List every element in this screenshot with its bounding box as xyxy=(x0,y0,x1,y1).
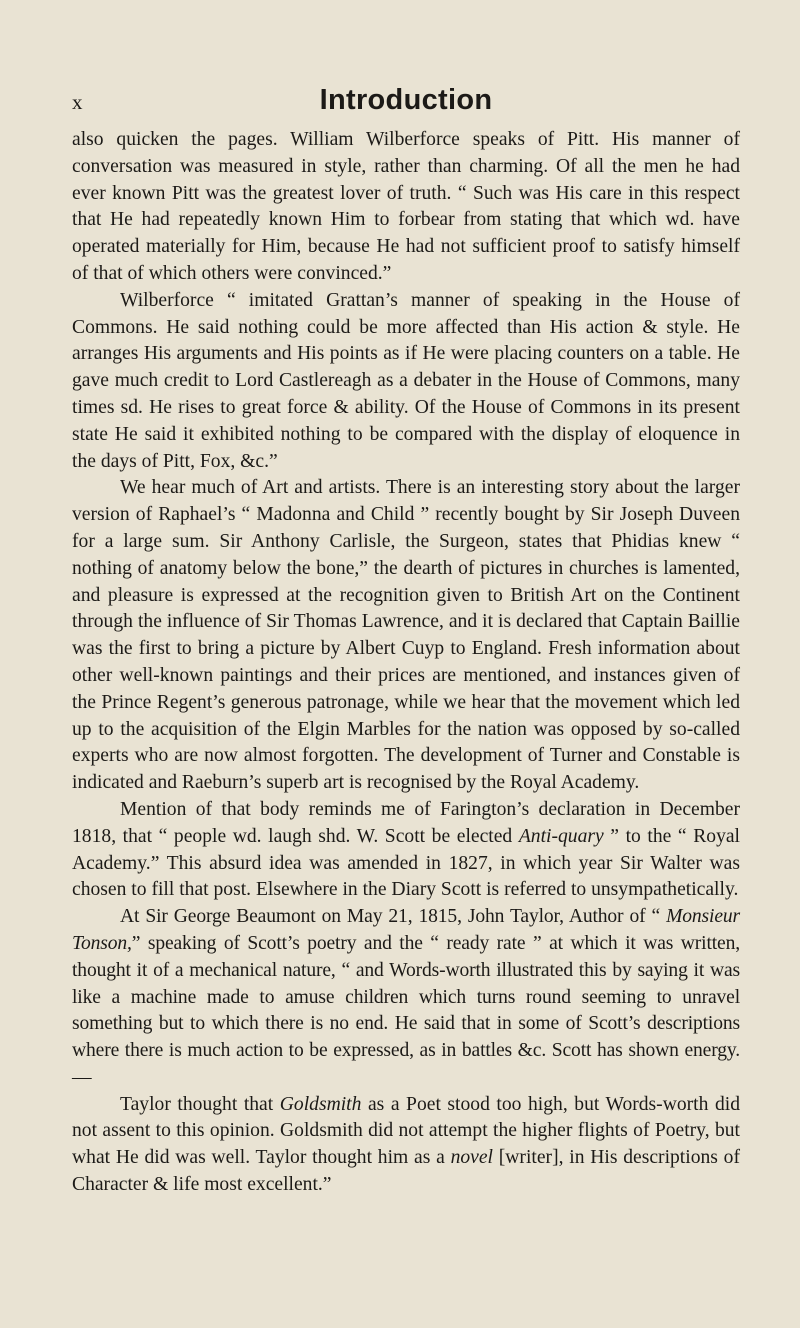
text-segment: At Sir George Beaumont on May 21, 1815, John Taylor, Author of “ xyxy=(120,906,667,928)
italic-name: Goldsmith xyxy=(279,1093,362,1115)
italic-title: Monsieur Tonson, xyxy=(72,906,740,954)
text-segment: [writer], in His descriptions of Character & life most excellent.” xyxy=(72,1147,741,1196)
paragraph-6 xyxy=(72,1092,740,1199)
text-segment: Taylor thought that xyxy=(120,1093,280,1115)
paragraph-2 xyxy=(72,288,740,476)
page-number: x xyxy=(72,90,84,114)
text-segment: Wilberforce “ imitated Grattan’s manner of speaking in the House of Commons. He said nothing could be more affected than His action & style. He arranges His arguments and His points as if He were placing counters on a table. He gave much credit to Lord Castlereagh as a debater in the House of Commons, many times sd. He rises to great force & ability. Of the House of Commons in its present state He said it exhibited nothing to be compared with the display of eloquence in the days of Pitt, Fox, &c.” xyxy=(72,289,740,472)
paragraph-3 xyxy=(72,475,740,797)
text-segment: Mention of that body reminds me of Farington’s declaration in December 1818, that “ people wd. laugh shd. W. Scott be elected xyxy=(72,798,740,847)
paragraph-1 xyxy=(72,127,740,288)
text-segment: also quicken the pages. William Wilberforce speaks of Pitt. His manner of conversation was measured in style, rather than charming. Of all the men he had ever known Pitt was the greatest lover of truth. “ Such was His care in this respect that He had repeatedly known Him to forbear from stating that which wd. have operated materially for Him, because He had not sufficient proof to satisfy himself of that of which others were convinced.” xyxy=(72,129,740,284)
text-segment: ” speaking of Scott’s poetry and the “ ready rate ” at which it was written, thought it of a mechanical nature, “ and Words-worth illustrated this by saying it was like a machine made to amuse children which turns round seeming to unravel something but to which there is no end. He said that in some of Scott’s descriptions where there is much action to be expressed, as in battles &c. Scott has shown energy.— xyxy=(72,932,740,1088)
text-segment: as a Poet stood too high, but Words-worth did not assent to this opinion. Goldsmith did not attempt the higher flights of Poetry, but what He did was well. Taylor thought him as a xyxy=(72,1093,741,1169)
text-segment: ” to the “ Royal Academy.” This absurd idea was amended in 1827, in which year Sir Walter was chosen to fill that post. Elsewhere in the Diary Scott is referred to unsympathetically. xyxy=(72,825,741,901)
text-segment: We hear much of Art and artists. There is an interesting story about the larger version of Raphael’s “ Madonna and Child ” recently bought by Sir Joseph Duveen for a large sum. Sir Anthony Carlisle, the Surgeon, states that Phidias knew “ nothing of anatomy below the bone,” the dearth of pictures in churches is lamented, and pleasure is expressed at the recognition given to British Art on the Continent through the influence of Sir Thomas Lawrence, and it is declared that Captain Baillie was the first to bring a picture by Albert Cuyp to England. Fresh information about other well-known paintings and their prices are mentioned, and instances given of the Prince Regent’s generous patronage, while we hear that the movement which led up to the acquisition of the Elgin Marbles for the nation was opposed by so-called experts who are now almost forgotten. The development of Turner and Constable is indicated and Raeburn’s superb art is recognised by the Royal Academy. xyxy=(72,477,740,794)
body-text xyxy=(72,127,740,1199)
paragraph-4 xyxy=(72,797,740,904)
running-head xyxy=(72,84,740,118)
chapter-title: Introduction xyxy=(319,84,493,116)
italic-word: novel xyxy=(450,1147,493,1169)
italic-title: Anti-quary xyxy=(518,825,604,847)
paragraph-5 xyxy=(72,904,740,1092)
